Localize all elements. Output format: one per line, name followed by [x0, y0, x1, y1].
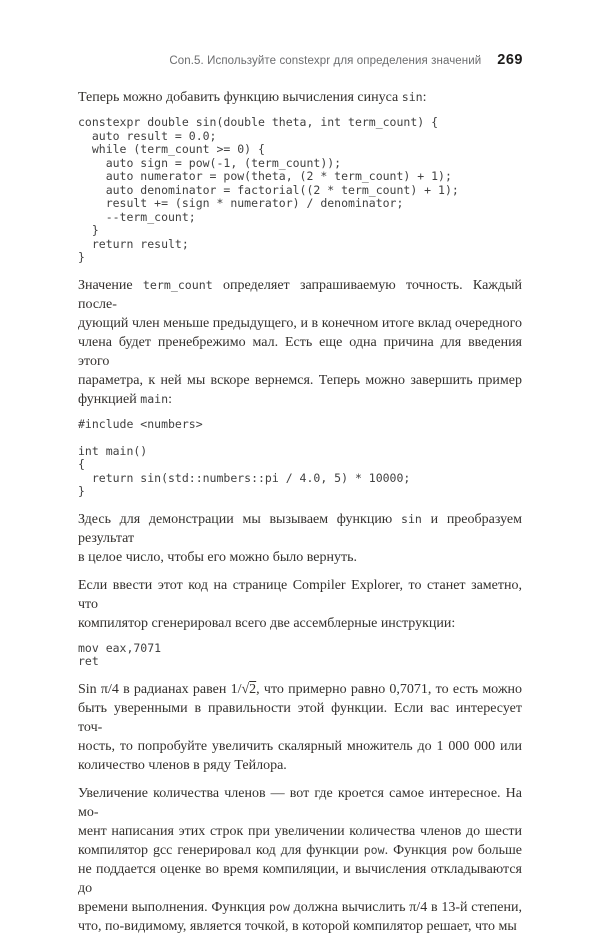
page-number: 269 [497, 52, 523, 68]
code-line: int main() [78, 443, 148, 458]
code-line: result += (sign * numerator) / denominator; [78, 196, 404, 210]
code-block [78, 116, 522, 265]
code-block [78, 418, 522, 499]
code-line: } [78, 484, 85, 498]
code-line: auto denominator = factorial((2 * term_count) + 1); [78, 182, 459, 197]
code-line: while (term_count >= 0) { [78, 142, 265, 156]
code-line: auto sign = pow(-1, (term_count)); [78, 155, 342, 170]
text-line: в целое число, чтобы его можно было вернуть. [78, 549, 357, 565]
text-line: Значение term_count определяет запрашиваемую точность. Каждый после- [78, 277, 522, 312]
paragraph [78, 784, 522, 936]
text-line: функцией main: [78, 391, 173, 407]
code-line: auto result = 0.0; [78, 128, 217, 143]
text-line: Если ввести этот код на странице Compiler Explorer, то станет заметно, что [78, 577, 522, 612]
code-line [78, 431, 522, 445]
inline-code: sin [400, 511, 422, 526]
paragraph [78, 680, 522, 775]
text-line: не поддается оценке во время компиляции, и вычисления откладываются до [78, 861, 522, 896]
code-line: #include <numbers> [78, 416, 203, 431]
code-line: ret [78, 654, 99, 668]
code-line: auto numerator = pow(theta, (2 * term_count) + 1); [78, 169, 452, 183]
sqrt-2-formula: √2 [241, 681, 257, 697]
text-line: ность, то попробуйте увеличить скалярный множитель до 1 000 000 или [78, 738, 522, 754]
text-line: Увеличение количества членов — вот где кроется самое интересное. На мо- [78, 785, 522, 820]
paragraph [78, 510, 522, 567]
code-line: return result; [78, 236, 189, 251]
paragraph [78, 88, 522, 107]
text-line: количество членов в ряду Тейлора. [78, 757, 287, 773]
code-line: return sin(std::numbers::pi / 4.0, 5) * 10000; [78, 470, 411, 485]
text-line: компилятор сгенерировал всего две ассемблерные инструкции: [78, 615, 456, 631]
code-line: mov eax,7071 [78, 640, 162, 655]
text-line: параметра, к ней мы вскоре вернемся. Теперь можно завершить пример [78, 372, 522, 388]
code-line: } [78, 223, 99, 237]
code-line: constexpr double sin(double theta, int term_count) { [78, 115, 439, 129]
code-block [78, 642, 522, 669]
text-line: быть уверенными в правильности этой функции. Если вас интересует точ- [78, 700, 522, 735]
inline-code: main [140, 391, 169, 406]
page-header [78, 51, 523, 69]
inline-code: term_count [142, 277, 213, 292]
inline-code: pow [363, 842, 385, 857]
code-line: { [78, 457, 85, 471]
text-line: времени выполнения. Функция pow должна вычислить π/4 в 13-й степени, [78, 899, 522, 915]
text-line: мент написания этих строк при увеличении количества членов до шести [78, 823, 522, 839]
code-line: } [78, 250, 85, 264]
paragraph [78, 576, 522, 633]
text-line: члена будет пренебрежимо мал. Есть еще одна причина для введения этого [78, 334, 522, 369]
paragraph [78, 276, 522, 409]
text-line: Теперь можно добавить функцию вычисления синуса sin: [78, 90, 427, 105]
page-content [78, 88, 522, 945]
running-head: Con.5. Используйте constexpr для определения значений [169, 55, 482, 67]
code-line: --term_count; [78, 209, 196, 224]
text-line: компилятор gcc генерировал код для функции pow. Функция pow больше [78, 842, 523, 858]
text-line: дующий член меньше предыдущего, и в конечном итоге вклад очередного [78, 315, 522, 331]
text-line: Здесь для демонстрации мы вызываем функцию sin и преобразуем результат [78, 511, 522, 546]
text-line: Sin π/4 в радианах равен 1/√2, что примерно равно 0,7071, то есть можно [78, 681, 522, 697]
inline-code: sin [401, 90, 423, 104]
text-line: что, по-видимому, является точкой, в которой компилятор решает, что мы [78, 918, 517, 934]
inline-code: pow [451, 842, 473, 857]
inline-code: pow [268, 899, 290, 914]
